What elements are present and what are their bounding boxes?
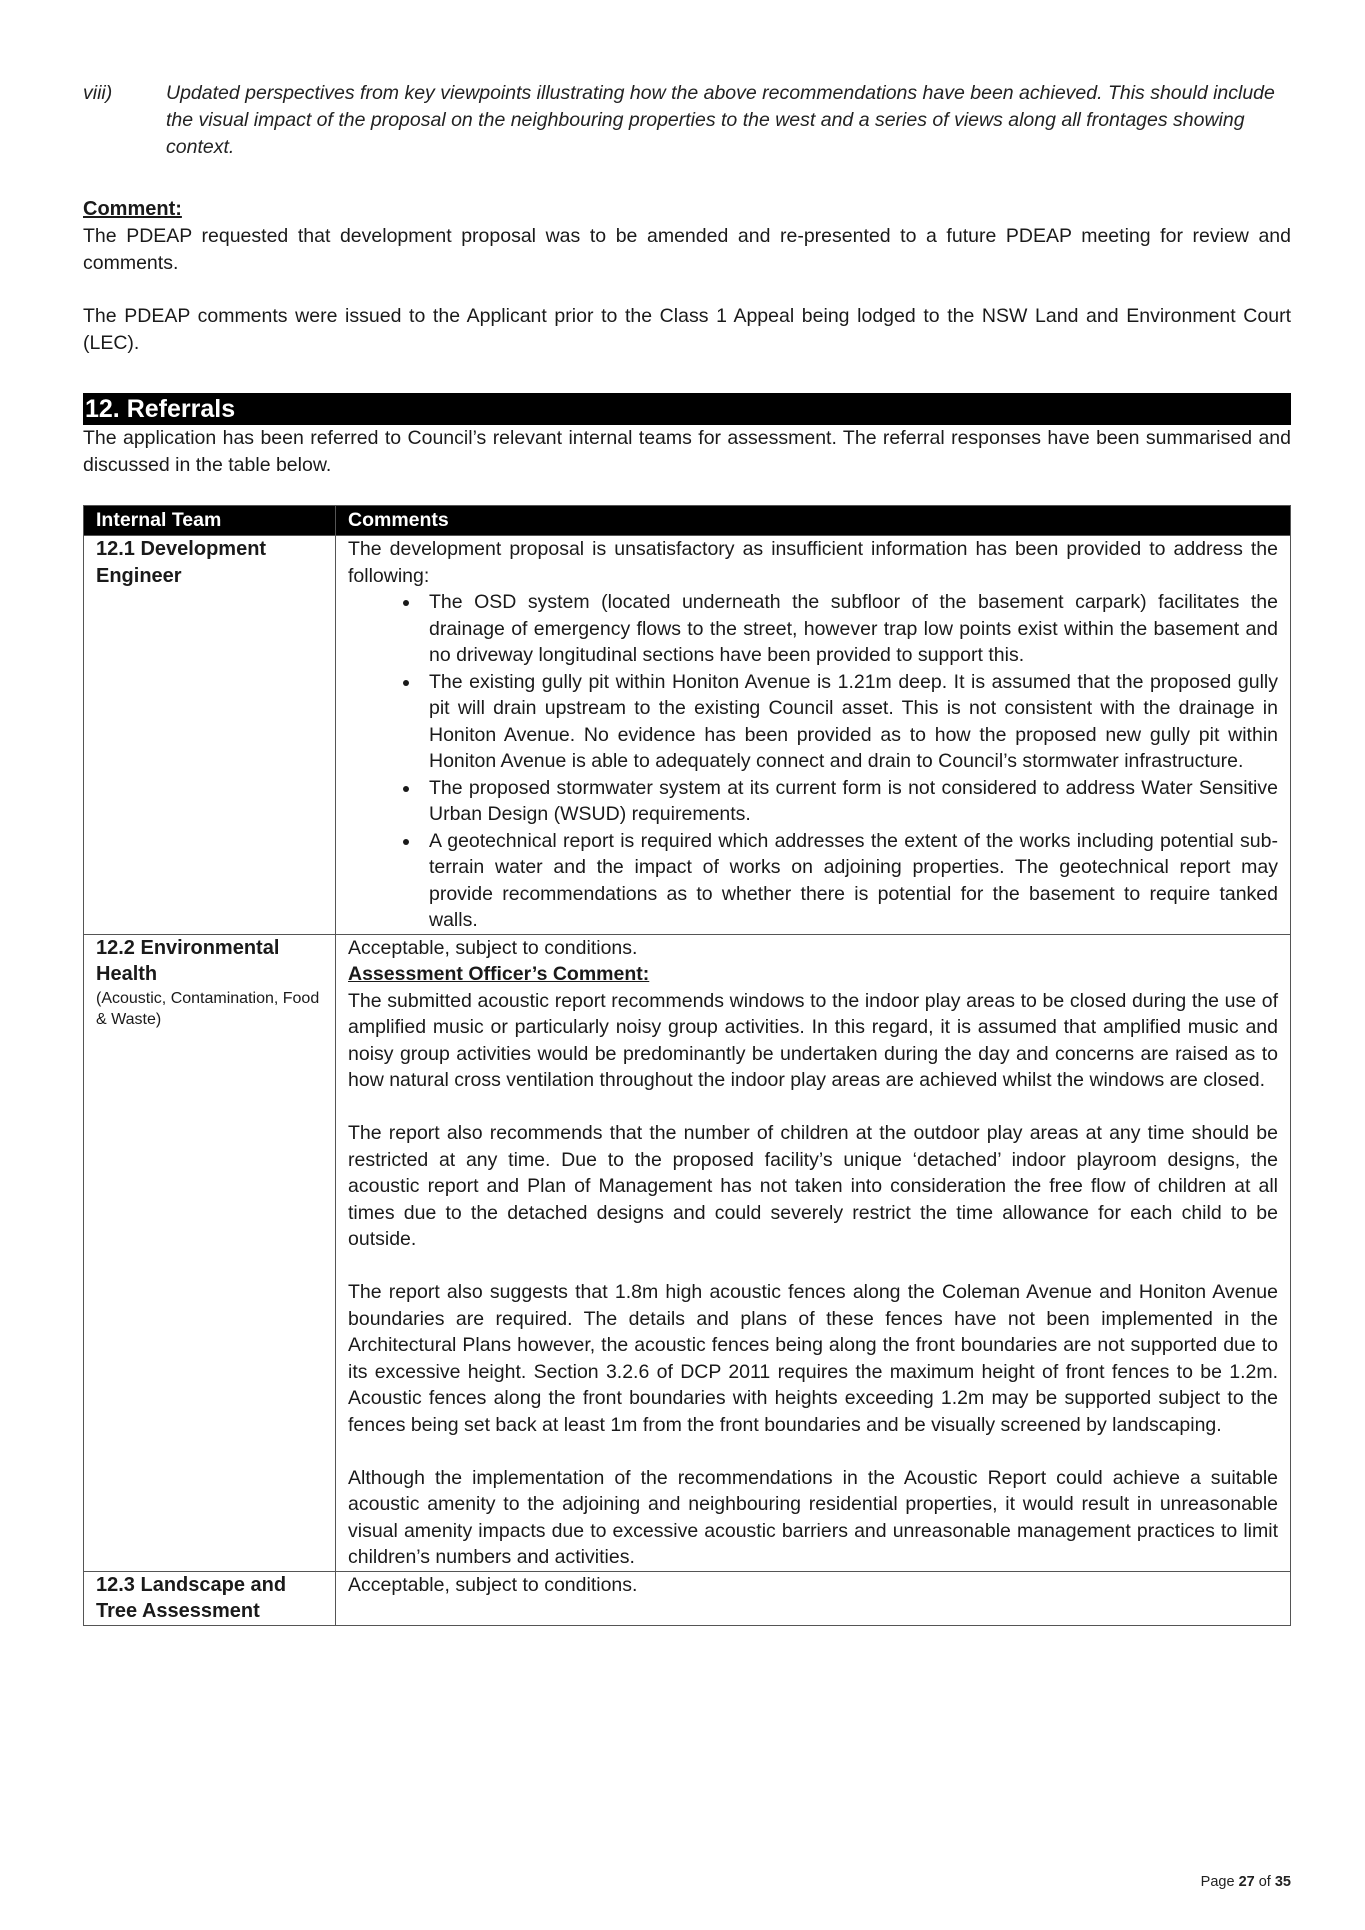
table-row [84,536,1291,935]
comments-cell [336,934,1291,1571]
issue-list [348,589,1278,934]
officer-comment-heading: Assessment Officer’s Comment: [348,963,650,985]
comments-cell [336,1571,1291,1625]
table-header-row [84,506,1291,536]
item-number: viii) [83,82,113,104]
page-number: 27 [1238,1874,1255,1890]
team-cell [84,536,336,935]
officer-paragraph: The submitted acoustic report recommends windows to the indoor play areas to be closed during the use of amplified music or particularly noisy group activities. In this regard, it is assumed that amplified music and noisy group activities would be predominantly be undertaken during the day and concerns are raised as to how natural cross ventilation throughout the indoor play areas are achieved whilst the windows are closed. [348,989,1278,1091]
header-internal-team: Internal Team [84,506,336,536]
team-cell [84,934,336,1571]
section-intro: The application has been referred to Council’s relevant internal teams for assessment. The referral responses have been summarised and discussed in the table below. [83,427,1291,476]
officer-paragraph: The report also suggests that 1.8m high acoustic fences along the Coleman Avenue and Honiton Avenue boundaries are required. The details and plans of these fences have not been implemented in the Architectural Plans however, the acoustic fences being along the front boundaries are not supported due to its excessive height. Section 3.2.6 of DCP 2011 requires the maximum height of front fences to be 1.2m. Acoustic fences along the front boundaries with heights exceeding 1.2m may be supported subject to the fences being set back at least 1m from the front boundaries and be visually screened by landscaping. [348,1281,1278,1436]
list-item: • The proposed stormwater system at its current form is not considered to address Water Sensitive Urban Design (WSUD) requirements. [421,775,1278,828]
recommendation-item-viii [83,80,1291,161]
document-page [83,80,1291,1626]
table-row [84,934,1291,1571]
status-text: Acceptable, subject to conditions. [348,1573,638,1596]
officer-paragraph: Although the implementation of the recommendations in the Acoustic Report could achieve a suitable acoustic amenity to the adjoining and neighbouring residential properties, it would result in unreasonable visual amenity impacts due to excessive acoustic barriers and unreasonable management practices to limit children’s numbers and activities. [348,1466,1278,1568]
item-text: Updated perspectives from key viewpoints illustrating how the above recommendations have been achieved. This should include the visual impact of the proposal on the neighbouring properties to the west and a series of views along all frontages showing context. [166,82,1275,158]
team-subtitle: (Acoustic, Contamination, Food & Waste) [96,989,320,1028]
section-heading-referrals: 12. Referrals [83,393,1291,425]
comment-heading: Comment: [83,198,182,220]
list-item: • A geotechnical report is required which addresses the extent of the works including potential sub-terrain water and the impact of works on adjoining properties. The geotechnical report may provide recommendations as to whether there is potential for the basement to require tanked walls. [421,828,1278,934]
page-footer [1201,1874,1291,1890]
comment-lead: The development proposal is unsatisfactory as insufficient information has been provided to address the following: [348,538,1278,587]
team-cell [84,1571,336,1625]
list-item: • The OSD system (located underneath the subfloor of the basement carpark) facilitates the drainage of emergency flows to the street, however trap low points exist within the basement and no driveway longitudinal sections have been provided to support this. [421,589,1278,669]
team-name: 12.2 Environmental Health [96,936,280,985]
of-label: of [1258,1874,1271,1890]
referrals-table [83,505,1291,1626]
table-row [84,1571,1291,1625]
comment-paragraph-2: The PDEAP comments were issued to the Applicant prior to the Class 1 Appeal being lodged to the NSW Land and Environment Court (LEC). [83,305,1291,354]
team-name: 12.3 Landscape and Tree Assessment [96,1573,287,1622]
total-pages: 35 [1274,1874,1291,1890]
team-name: 12.1 Development Engineer [96,538,267,587]
page-label: Page [1200,1874,1235,1890]
comment-paragraph-1: The PDEAP requested that development proposal was to be amended and re-presented to a future PDEAP meeting for review and comments. [83,225,1291,274]
officer-paragraph: The report also recommends that the number of children at the outdoor play areas at any time should be restricted at any time. Due to the proposed facility’s unique ‘detached’ indoor playroom designs, the acoustic report and Plan of Management has not taken into consideration the free flow of children at all times due to the detached designs and could severely restrict the time allowance for each child to be outside. [348,1122,1278,1250]
status-text: Acceptable, subject to conditions. [348,936,638,959]
list-item: • The existing gully pit within Honiton Avenue is 1.21m deep. It is assumed that the proposed gully pit will drain upstream to the existing Council asset. This is not consistent with the drainage in Honiton Avenue. No evidence has been provided as to how the proposed new gully pit within Honiton Avenue is able to adequately connect and drain to Council’s stormwater infrastructure. [421,669,1278,775]
comments-cell [336,536,1291,935]
header-comments: Comments [336,506,1291,536]
